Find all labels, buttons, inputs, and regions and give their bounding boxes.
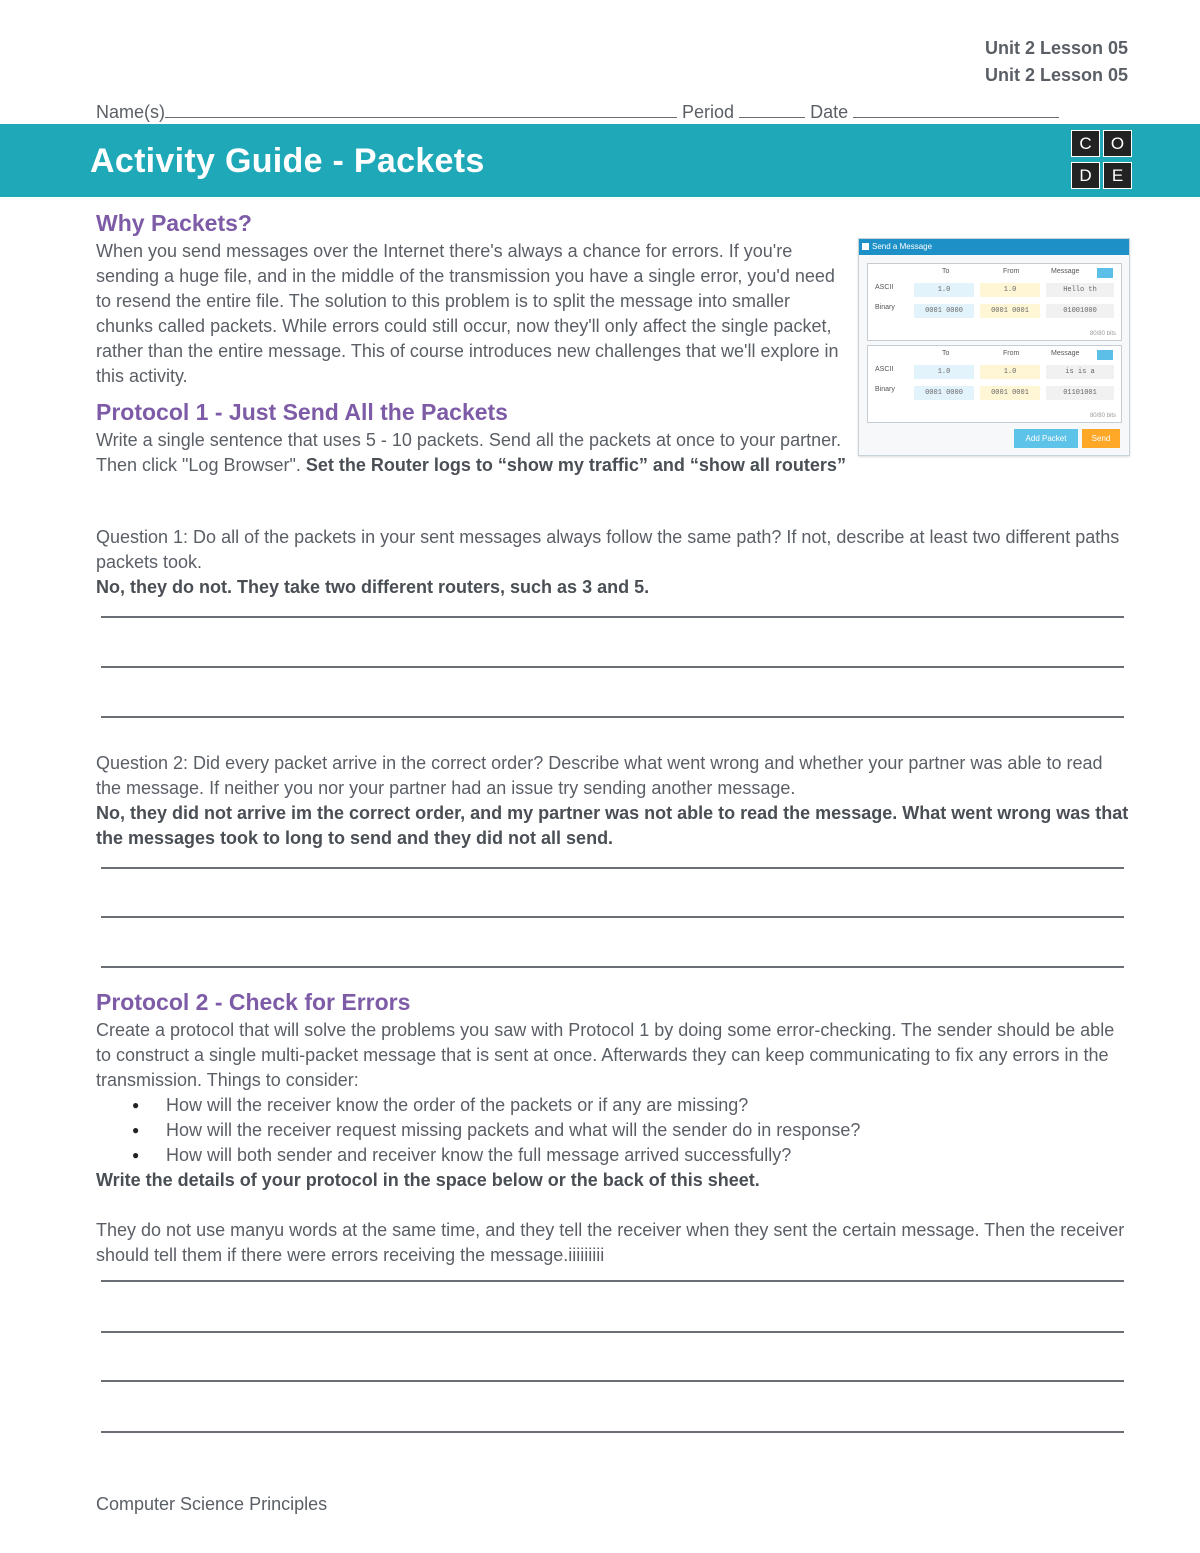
name-label: Name(s) [96,102,166,122]
protocol-1-bold-instructions: Set the Router logs to “show my traffic” and “show all routers” [305,455,846,475]
send-message-screenshot [858,238,1130,456]
answer-line [101,1280,1124,1282]
from-ascii-field: 1.0 [980,283,1040,297]
bit-count: 80/80 bits [1089,413,1116,419]
name-field[interactable] [165,99,677,118]
send-button: Send [1082,429,1120,448]
add-field-icon [1097,350,1113,360]
answer-line [101,616,1124,618]
question-2-answer[interactable]: No, they did not arrive im the correct order, and my partner was not able to read the message. What went wrong was that the messages took to long to send and they did not all send. [96,803,1129,848]
add-field-icon [1097,268,1113,278]
protocol-2-answer[interactable]: They do not use manyu words at the same time, and they tell the receiver when they sent the certain message. Then the receiver should tell them if there were errors receiving the message.iiiiiiiii [96,1220,1125,1265]
protocol-1-text [96,428,846,478]
considerations-list [26,1093,1131,1168]
col-message-label: Message [1051,350,1080,357]
message-ascii-field: Hello th [1046,283,1114,297]
message-binary-field: 01001000 [1046,304,1114,318]
send-message-title: Send a Message [872,242,933,251]
answer-line [101,867,1124,869]
section-heading: Protocol 2 - Check for Errors [96,989,411,1015]
section-heading: Protocol 1 - Just Send All the Packets [96,399,508,425]
answer-line [101,666,1124,668]
col-to-label: To [942,268,950,275]
from-binary-field: 0001 0001 [980,386,1040,400]
packet-editor [867,263,1122,341]
send-message-header [859,239,1129,255]
row-ascii-label: ASCII [875,284,894,291]
protocol-2-instruction: Write the details of your protocol in the space below or the back of this sheet. [96,1170,760,1190]
why-packets-section [96,210,846,389]
to-ascii-field: 1.0 [914,365,974,379]
answer-line [101,1331,1124,1333]
period-field[interactable] [739,99,805,118]
why-packets-text: When you send messages over the Internet there's always a chance for errors. If you're sending a huge file, and in the middle of the transmission you have a single error, you'd need to resend the entire file. The solution to this problem is to split the message into smaller chunks called packets. While errors could still occur, now they'll only affect the single packet, rather than the entire message. This of course introduces new challenges that we'll explore in this activity. [96,241,839,386]
logo-letter: E [1103,162,1132,189]
question-1 [96,525,1131,600]
protocol-1-section [96,399,846,478]
from-binary-field: 0001 0001 [980,304,1040,318]
bit-count: 80/80 bits [1089,331,1116,337]
col-from-label: From [1003,350,1020,357]
date-label: Date [810,102,849,122]
question-2 [96,751,1131,851]
code-logo [1071,130,1135,192]
from-ascii-field: 1.0 [980,365,1040,379]
unit-lesson-label: Unit 2 Lesson 05 [984,38,1128,58]
to-binary-field: 0001 0000 [914,386,974,400]
section-heading: Why Packets? [96,210,252,236]
col-message-label: Message [1051,268,1080,275]
col-to-label: To [942,350,950,357]
list-item: ● How will the receiver know the order of the packets or if any are missing? [96,1093,1131,1118]
row-ascii-label: ASCII [875,366,894,373]
question-1-prompt: Question 1: Do all of the packets in your sent messages always follow the same path? If not, describe at least two different paths packets took. [96,527,1120,572]
protocol-1-instructions: Write a single sentence that uses 5 - 10 packets. Send all the packets at once to your partner. Then click "Log Browser". [96,430,842,475]
footer-course-name: Computer Science Principles [96,1494,328,1514]
protocol-2-text: Create a protocol that will solve the problems you saw with Protocol 1 by doing some error-checking. The sender should be able to construct a single multi-packet message that is sent at once. Afterwards they can keep communicating to fix any errors in the transmission. Things to consider: [96,1020,1115,1090]
collapse-icon [862,243,869,250]
logo-letter: O [1103,130,1132,157]
row-binary-label: Binary [875,386,895,393]
name-period-date-line [96,99,1059,123]
message-ascii-field: is is a [1046,365,1114,379]
answer-line [101,1380,1124,1382]
to-ascii-field: 1.0 [914,283,974,297]
logo-letter: D [1071,162,1100,189]
answer-line [101,716,1124,718]
packet-editor [867,345,1122,423]
list-item: ● How will both sender and receiver know the full message arrived successfully? [96,1143,1131,1168]
date-field[interactable] [853,99,1059,118]
page-title: Activity Guide - Packets [90,142,485,180]
col-from-label: From [1003,268,1020,275]
answer-line [101,1431,1124,1433]
row-binary-label: Binary [875,304,895,311]
answer-line [101,966,1124,968]
list-item: ● How will the receiver request missing packets and what will the sender do in response? [96,1118,1131,1143]
add-packet-button: Add Packet [1014,429,1078,448]
message-binary-field: 01101001 [1046,386,1114,400]
logo-letter: C [1071,130,1100,157]
question-1-answer[interactable]: No, they do not. They take two different routers, such as 3 and 5. [96,577,650,597]
to-binary-field: 0001 0000 [914,304,974,318]
question-2-prompt: Question 2: Did every packet arrive in the correct order? Describe what went wrong and whether your partner was able to read the message. If neither you nor your partner had an issue try sending another message. [96,753,1103,798]
protocol-2-section [96,989,1131,1268]
unit-lesson-label-repeat: Unit 2 Lesson 05 [984,65,1128,85]
answer-line [101,916,1124,918]
period-label: Period [682,102,735,122]
